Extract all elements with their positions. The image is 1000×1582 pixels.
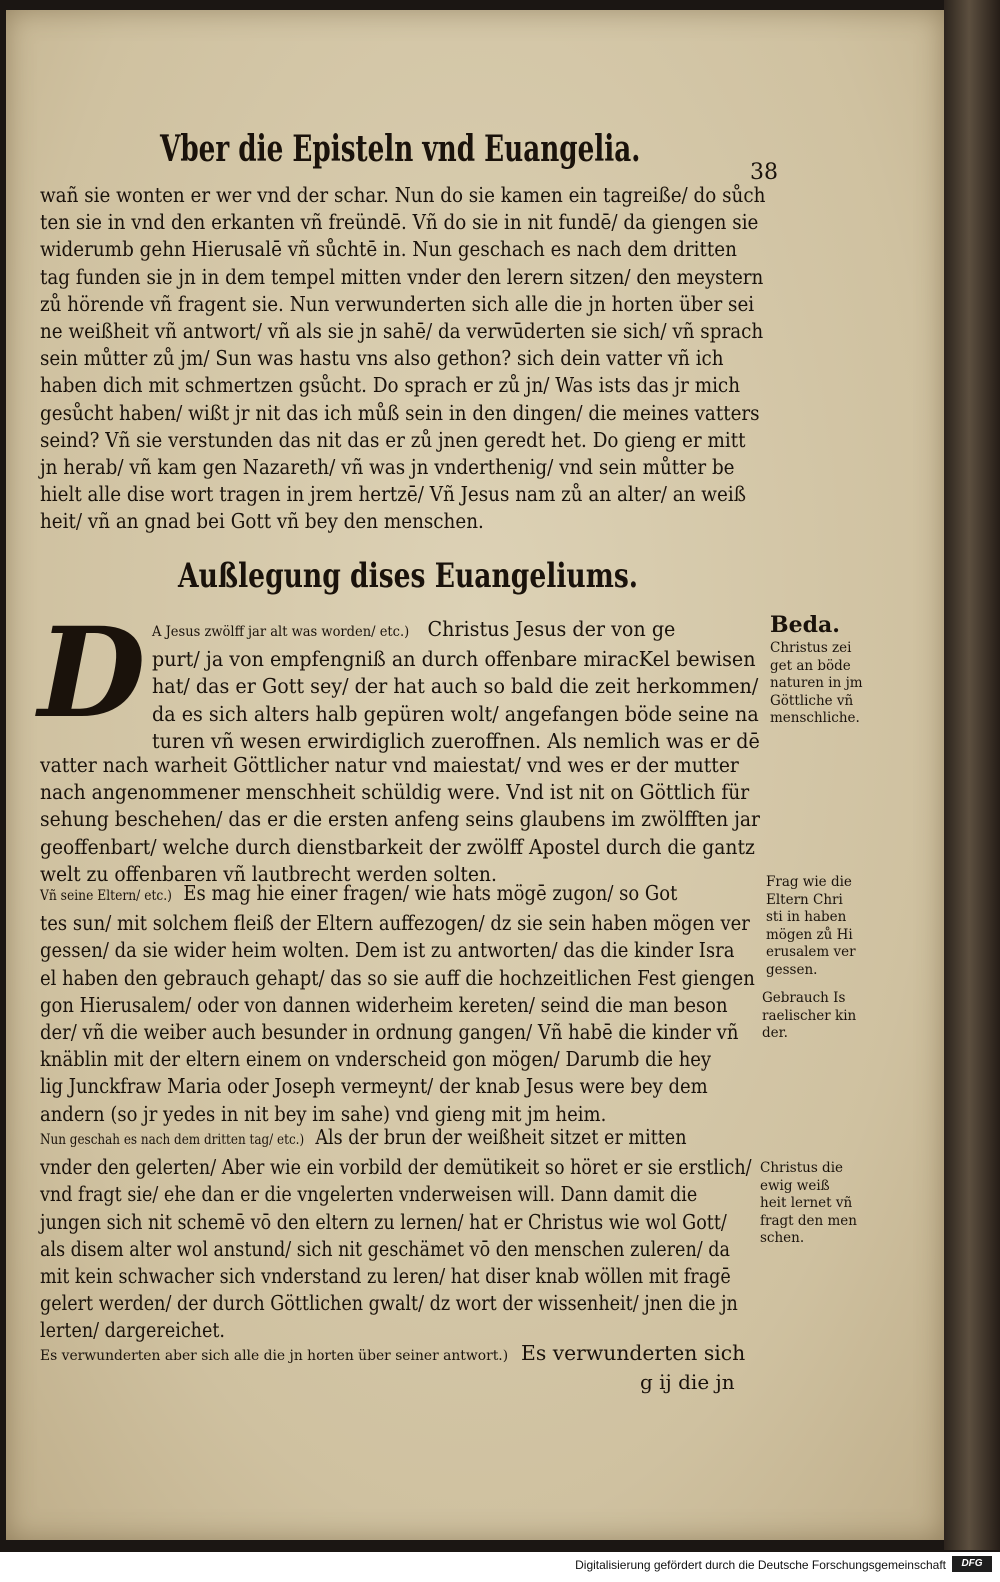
note-line: fragt den men xyxy=(760,1212,857,1229)
text-line: welt zu offenbaren vñ lautbrecht werden solten. xyxy=(40,861,497,886)
text-line: knäblin mit der eltern einem on vnderscheid gon mögen/ Darumb die hey xyxy=(40,1047,712,1072)
drop-cap-initial: D xyxy=(38,601,146,746)
text-line xyxy=(152,616,760,646)
text-line: vatter nach warheit Göttlicher natur vnd maiestat/ vnd wes er der mutter xyxy=(40,753,739,777)
text-line: heit/ vñ an gnad bei Gott vñ bey den menschen. xyxy=(40,509,484,534)
note-line: get an böde xyxy=(770,657,851,674)
note-line: mögen zů Hi xyxy=(766,926,853,943)
dfg-logo: DFG xyxy=(952,1556,992,1572)
margin-note-christus xyxy=(760,1160,857,1248)
note-line: sti in haben xyxy=(766,909,847,925)
text-line: lerten/ dargereichet. xyxy=(40,1318,226,1343)
note-line: menschliche. xyxy=(770,710,860,726)
text-line: da es sich alters halb gepüren wolt/ angefangen böde seine na xyxy=(152,701,759,726)
note-line: ewig weiß xyxy=(760,1177,830,1194)
text-line: seind? Vñ sie verstunden das nit das er zů jnen geredt het. Do gieng er mitt xyxy=(40,427,746,452)
lemma-quote: Nun geschah es nach dem dritten tag/ etc.) xyxy=(40,1132,305,1148)
lemma-quote: A Jesus zwölff jar alt was worden/ etc.) xyxy=(152,624,410,640)
note-line: Christus zei xyxy=(770,640,852,656)
text-line: zů hörende vñ fragent sie. Nun verwunderten sich alle die jn horten über sei xyxy=(40,291,755,316)
exposition-paragraph-4 xyxy=(40,1340,752,1370)
text-line: mit kein schwacher sich vnderstand zu leren/ hat diser knab wöllen mit fragē xyxy=(40,1264,731,1289)
text-line: gesůcht haben/ wißt jr nit das ich můß sein in den dingen/ die meines vatters xyxy=(40,400,760,425)
note-line: Gebrauch Is xyxy=(762,990,846,1006)
note-line: gessen. xyxy=(766,961,818,978)
text-line: gessen/ da sie wider heim wolten. Dem ist zu antworten/ das die kinder Isra xyxy=(40,938,735,963)
text-line: der/ vñ die weiber auch besunder in ordnung gangen/ Vñ habē die kinder vñ xyxy=(40,1020,739,1045)
text-line: tag funden sie jn in dem tempel mitten vnder den lerern sitzen/ den meystern xyxy=(40,264,764,289)
text-line: el haben den gebrauch gehapt/ das so sie auff die hochzeitlichen Fest giengen xyxy=(40,965,755,990)
margin-note-gebrauch xyxy=(762,990,856,1043)
text-line: jn herab/ vñ kam gen Nazareth/ vñ was jn vnderthenig/ vnd sein můtter be xyxy=(40,455,735,480)
text-line: lig Junckfraw Maria oder Joseph vermeynt/ der knab Jesus were bey dem xyxy=(40,1074,708,1099)
gospel-text xyxy=(40,182,851,536)
exposition-paragraph-2 xyxy=(40,880,855,1128)
note-line: Frag wie die xyxy=(766,874,852,890)
text-line: nach angenommener menschheit schüldig were. Vnd ist nit on Göttlich für xyxy=(40,780,750,805)
margin-note-frag xyxy=(766,874,856,979)
text-line: ten sie in vnd den erkanten vñ freündē. Vñ do sie in nit fundē/ da giengen sie xyxy=(40,210,759,235)
note-line: Christus die xyxy=(760,1160,844,1176)
note-line: naturen in jm xyxy=(770,675,863,691)
section-heading: Außlegung dises Euangeliums. xyxy=(178,556,639,596)
exposition-paragraph-1-continued xyxy=(40,752,829,888)
text-segment: Als der brun der weißheit sitzet er mitten xyxy=(315,1125,687,1149)
note-line: Eltern Chri xyxy=(766,891,843,908)
folio-number: 38 xyxy=(750,160,778,185)
text-line: hielt alle dise wort tragen in jrem hertzē/ Vñ Jesus nam zů an alter/ an weiß xyxy=(40,482,746,507)
signature-catchword: g ij die jn xyxy=(640,1370,735,1394)
text-line: sehung beschehen/ das er die ersten anfeng seins glaubens im zwölfften jar xyxy=(40,807,760,832)
text-line: widerumb gehn Hierusalē vñ sůchtē in. Nun geschach es nach dem dritten xyxy=(40,237,737,262)
text-line xyxy=(40,1124,752,1154)
text-line: vnder den gelerten/ Aber wie ein vorbild der demütikeit so höret er sie erstlich/ xyxy=(40,1155,752,1180)
text-segment: Es verwunderten sich xyxy=(521,1341,746,1365)
lemma-quote: Es verwunderten aber sich alle die jn horten über seiner antwort.) xyxy=(40,1348,509,1364)
text-line: vnd fragt sie/ ehe dan er die vngelerten vnderweisen will. Dann damit die xyxy=(40,1182,698,1207)
text-line: sein můtter zů jm/ Sun was hastu vns also gethon? sich dein vatter vñ ich xyxy=(40,346,724,371)
note-line: erusalem ver xyxy=(766,944,856,960)
note-line: heit lernet vñ xyxy=(760,1195,853,1211)
text-line: turen vñ wesen erwirdiglich zueroffnen. Als nemlich was er dē xyxy=(152,728,760,753)
text-line: ne weißheit vñ antwort/ vñ als sie jn sahē/ da verwūderten sie sich/ vñ sprach xyxy=(40,319,764,344)
text-segment: Es mag hie einer fragen/ wie hats mögē zugon/ so Got xyxy=(183,881,678,905)
text-line: tes sun/ mit solchem fleiß der Eltern auffezogen/ dz sie sein haben mögen ver xyxy=(40,911,750,936)
text-line: gelert werden/ der durch Göttlichen gwalt/ dz wort der wissenheit/ jnen die jn xyxy=(40,1291,738,1316)
book-edge xyxy=(944,0,1000,1550)
exposition-paragraph-3 xyxy=(40,1124,871,1345)
note-line: raelischer kin xyxy=(762,1007,857,1024)
text-line: haben dich mit schmertzen gsůcht. Do sprach er zů jn/ Was ists das jr mich xyxy=(40,373,741,398)
text-line: purt/ ja von empfengniß an durch offenbare miracKel bewisen xyxy=(152,647,756,672)
margin-note-beda xyxy=(770,640,863,728)
running-head: Vber die Episteln vnd Euangelia. xyxy=(160,128,641,170)
note-line: der. xyxy=(762,1025,788,1041)
text-segment: Christus Jesus der von ge xyxy=(427,617,676,641)
text-line: jungen sich nit schemē vō den eltern zu lernen/ hat er Christus wie wol Gott/ xyxy=(40,1209,727,1234)
text-line xyxy=(40,880,755,910)
footer-credit: Digitalisierung gefördert durch die Deutsche Forschungsgemeinschaft xyxy=(575,1558,946,1572)
text-line: als disem alter wol anstund/ sich nit geschämet vō den menschen zuleren/ da xyxy=(40,1236,730,1261)
margin-note-beda-title: Beda. xyxy=(770,612,840,638)
text-line: geoffenbart/ welche durch dienstbarkeit der zwölff Apostel durch die gantz xyxy=(40,834,755,859)
text-line: gon Hierusalem/ oder von dannen widerheim kereten/ seind die man beson xyxy=(40,992,728,1017)
text-line xyxy=(40,1340,745,1370)
text-line: hat/ das er Gott sey/ der hat auch so bald die zeit herkommen/ xyxy=(152,674,759,699)
lemma-quote: Vñ seine Eltern/ etc.) xyxy=(40,888,172,904)
exposition-paragraph-1 xyxy=(152,616,804,755)
text-line: wañ sie wonten er wer vnd der schar. Nun do sie kamen ein tagreiße/ do sůch xyxy=(40,183,766,207)
note-line: schen. xyxy=(760,1230,805,1246)
note-line: Göttliche vñ xyxy=(770,692,854,709)
text-line: andern (so jr yedes in nit bey im sahe) vnd gieng mit jm heim. xyxy=(40,1101,607,1126)
